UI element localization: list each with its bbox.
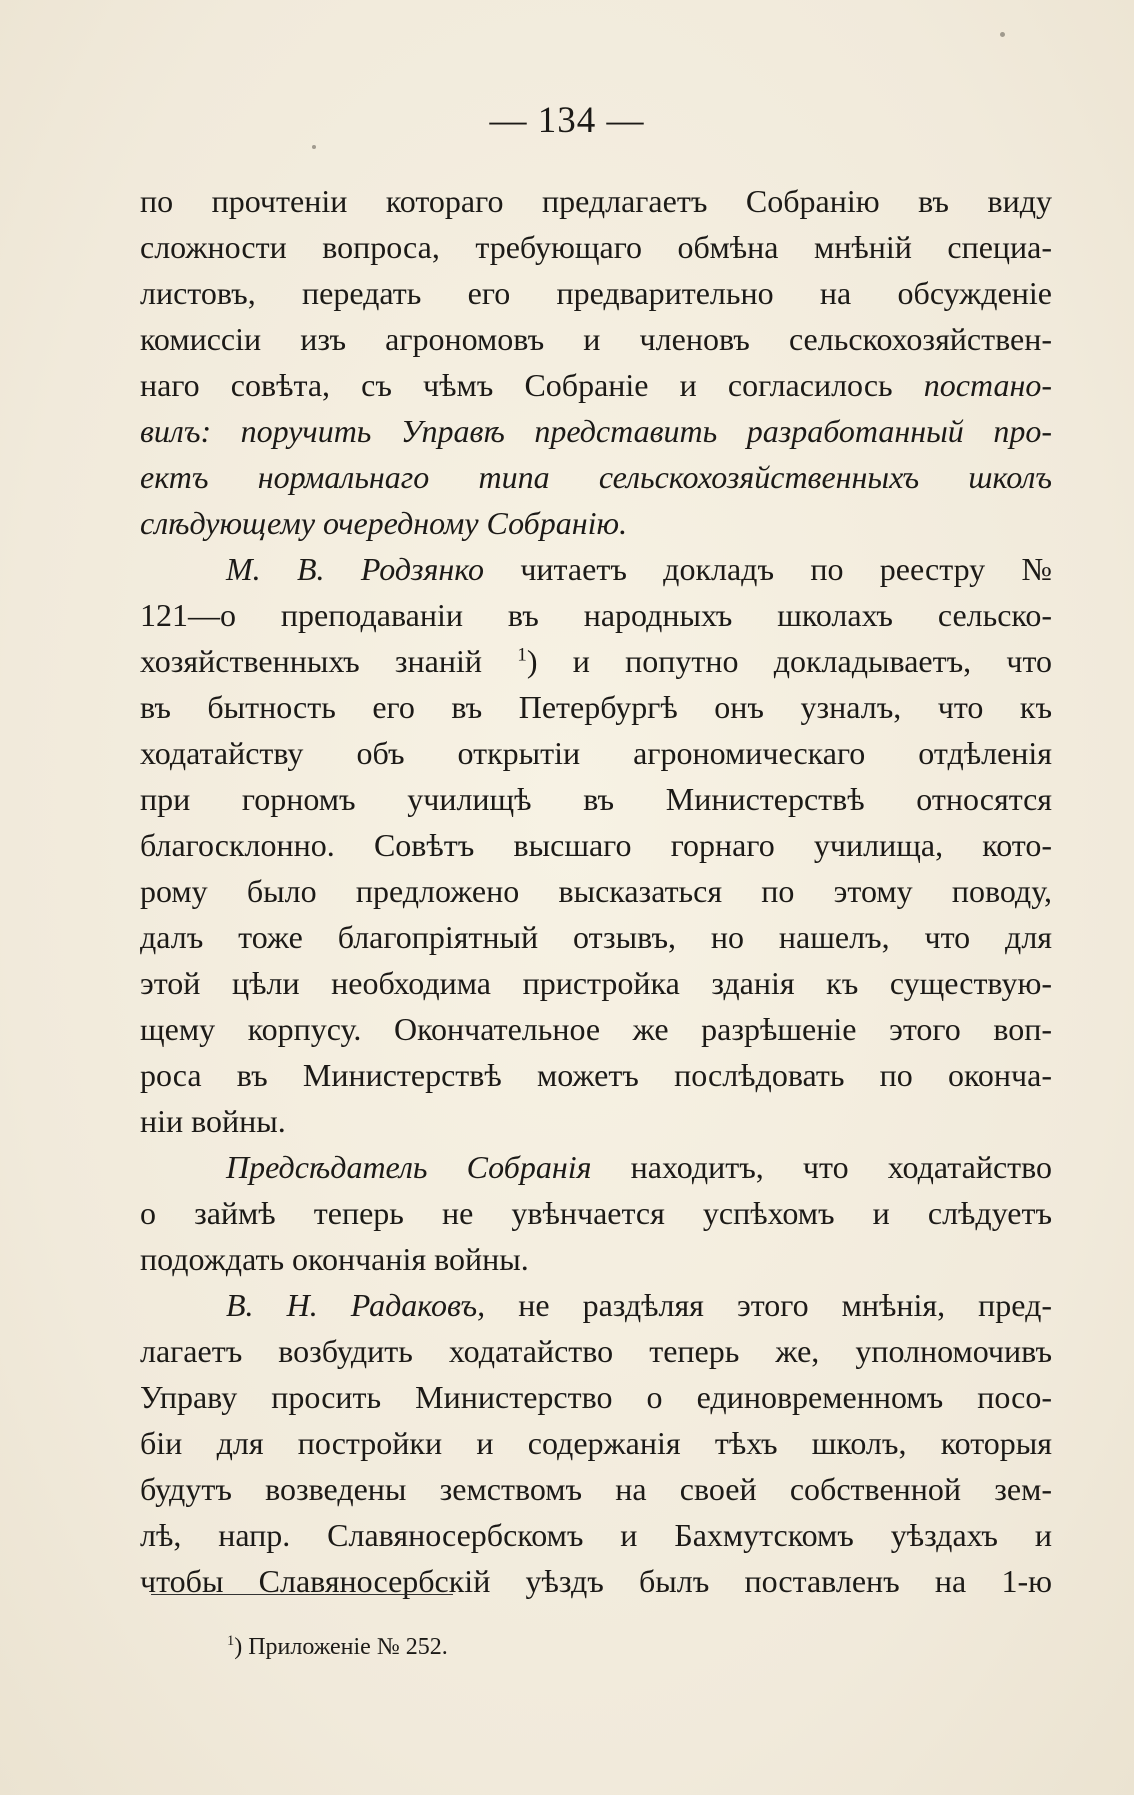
text-fragment: комиссіи изъ агрономовъ и членовъ сельскохозяйствен- [140,321,1052,357]
text-fragment: хозяйственныхъ знаній [140,643,483,679]
text-fragment: Управу просить Министерство о единовременномъ посо- [140,1379,1052,1415]
text-fragment: ніи войны. [140,1103,286,1139]
text-line [140,1236,1052,1282]
text-line [140,868,1052,914]
italic-fragment: постано- [923,367,1052,403]
text-line [140,1466,1052,1512]
italic-fragment: ектъ нормальнаго типа сельскохозяйственныхъ школъ [140,459,1052,495]
italic-fragment: вилъ: поручить Управѣ представить разработанный про- [140,413,1052,449]
text-line [140,684,1052,730]
text-line [140,638,1052,684]
text-line [140,454,1052,500]
text-fragment: подождать окончанія войны. [140,1241,529,1277]
text-line [140,1328,1052,1374]
text-line [140,1144,1052,1190]
text-fragment: ) и попутно докладываетъ, что [526,643,1052,679]
text-fragment: 121—о преподаваніи въ народныхъ школахъ сельско- [140,597,1052,633]
text-line [140,1558,1052,1604]
text-line [140,1006,1052,1052]
text-fragment: по прочтеніи котораго предлагаетъ Собранію въ виду [140,183,1052,219]
body-text [140,178,1052,1604]
italic-fragment: М. В. Родзянко [226,551,484,587]
text-fragment: лѣ, напр. Славяносербскомъ и Бахмутскомъ уѣздахъ и [140,1517,1052,1553]
text-line [140,362,1052,408]
text-line [140,1190,1052,1236]
italic-fragment: Предсѣдатель Собранія [226,1149,592,1185]
text-line [140,592,1052,638]
text-fragment: роса въ Министерствѣ можетъ послѣдовать по оконча- [140,1057,1052,1093]
text-line [140,960,1052,1006]
text-fragment: о займѣ теперь не увѣнчается успѣхомъ и слѣдуетъ [140,1195,1052,1231]
text-line [140,270,1052,316]
footnote-divider [151,1594,453,1595]
text-fragment: благосклонно. Совѣтъ высшаго горнаго училища, кото- [140,827,1052,863]
text-line [140,1512,1052,1558]
text-fragment: далъ тоже благопріятный отзывъ, но нашелъ, что для [140,919,1052,955]
paper-speck [1000,32,1005,37]
text-line [140,546,1052,592]
text-line [140,500,1052,546]
text-line [140,224,1052,270]
text-fragment: листовъ, передать его предварительно на обсужденіе [140,275,1052,311]
text-line [140,1052,1052,1098]
text-fragment: сложности вопроса, требующаго обмѣна мнѣній специа- [140,229,1052,265]
footnote-reference: 1 [517,644,527,666]
text-line [140,408,1052,454]
text-fragment: лагаетъ возбудить ходатайство теперь же, уполномочивъ [140,1333,1052,1369]
italic-fragment: слѣдующему очередному Собранію. [140,505,628,541]
text-line [140,1098,1052,1144]
text-fragment: ходатайству объ открытіи агрономическаго отдѣленія [140,735,1052,771]
text-line [140,914,1052,960]
footnote [227,1631,448,1663]
text-fragment: щему корпусу. Окончательное же разрѣшеніе этого воп- [140,1011,1052,1047]
text-fragment: читаетъ докладъ по реестру № [520,551,1052,587]
text-fragment: наго совѣта, съ чѣмъ Собраніе и согласилось [140,367,893,403]
text-line [140,1420,1052,1466]
text-line [140,1374,1052,1420]
text-line [140,822,1052,868]
text-line [140,316,1052,362]
footnote-mark: 1 [227,1633,235,1649]
text-fragment: чтобы Славяносербскій уѣздъ былъ поставленъ на 1-ю [140,1563,1052,1599]
text-line [140,776,1052,822]
text-fragment: этой цѣли необходима пристройка зданія къ существую- [140,965,1052,1001]
footnote-text: ) Приложеніе № 252. [234,1634,448,1660]
text-fragment: при горномъ училищѣ въ Министерствѣ относятся [140,781,1052,817]
text-fragment: біи для постройки и содержанія тѣхъ школъ, которыя [140,1425,1052,1461]
text-line [140,730,1052,776]
text-fragment: въ бытность его въ Петербургѣ онъ узналъ, что къ [140,689,1052,725]
italic-fragment: В. Н. Радаковъ, [226,1287,486,1323]
text-fragment: не раздѣляя этого мнѣнія, пред- [518,1287,1052,1323]
text-line [140,1282,1052,1328]
text-fragment: рому было предложено высказаться по этому поводу, [140,873,1052,909]
text-fragment: находитъ, что ходатайство [630,1149,1052,1185]
page-number: — 134 — [489,100,645,141]
text-fragment: будутъ возведены земствомъ на своей собственной зем- [140,1471,1052,1507]
text-line [140,178,1052,224]
